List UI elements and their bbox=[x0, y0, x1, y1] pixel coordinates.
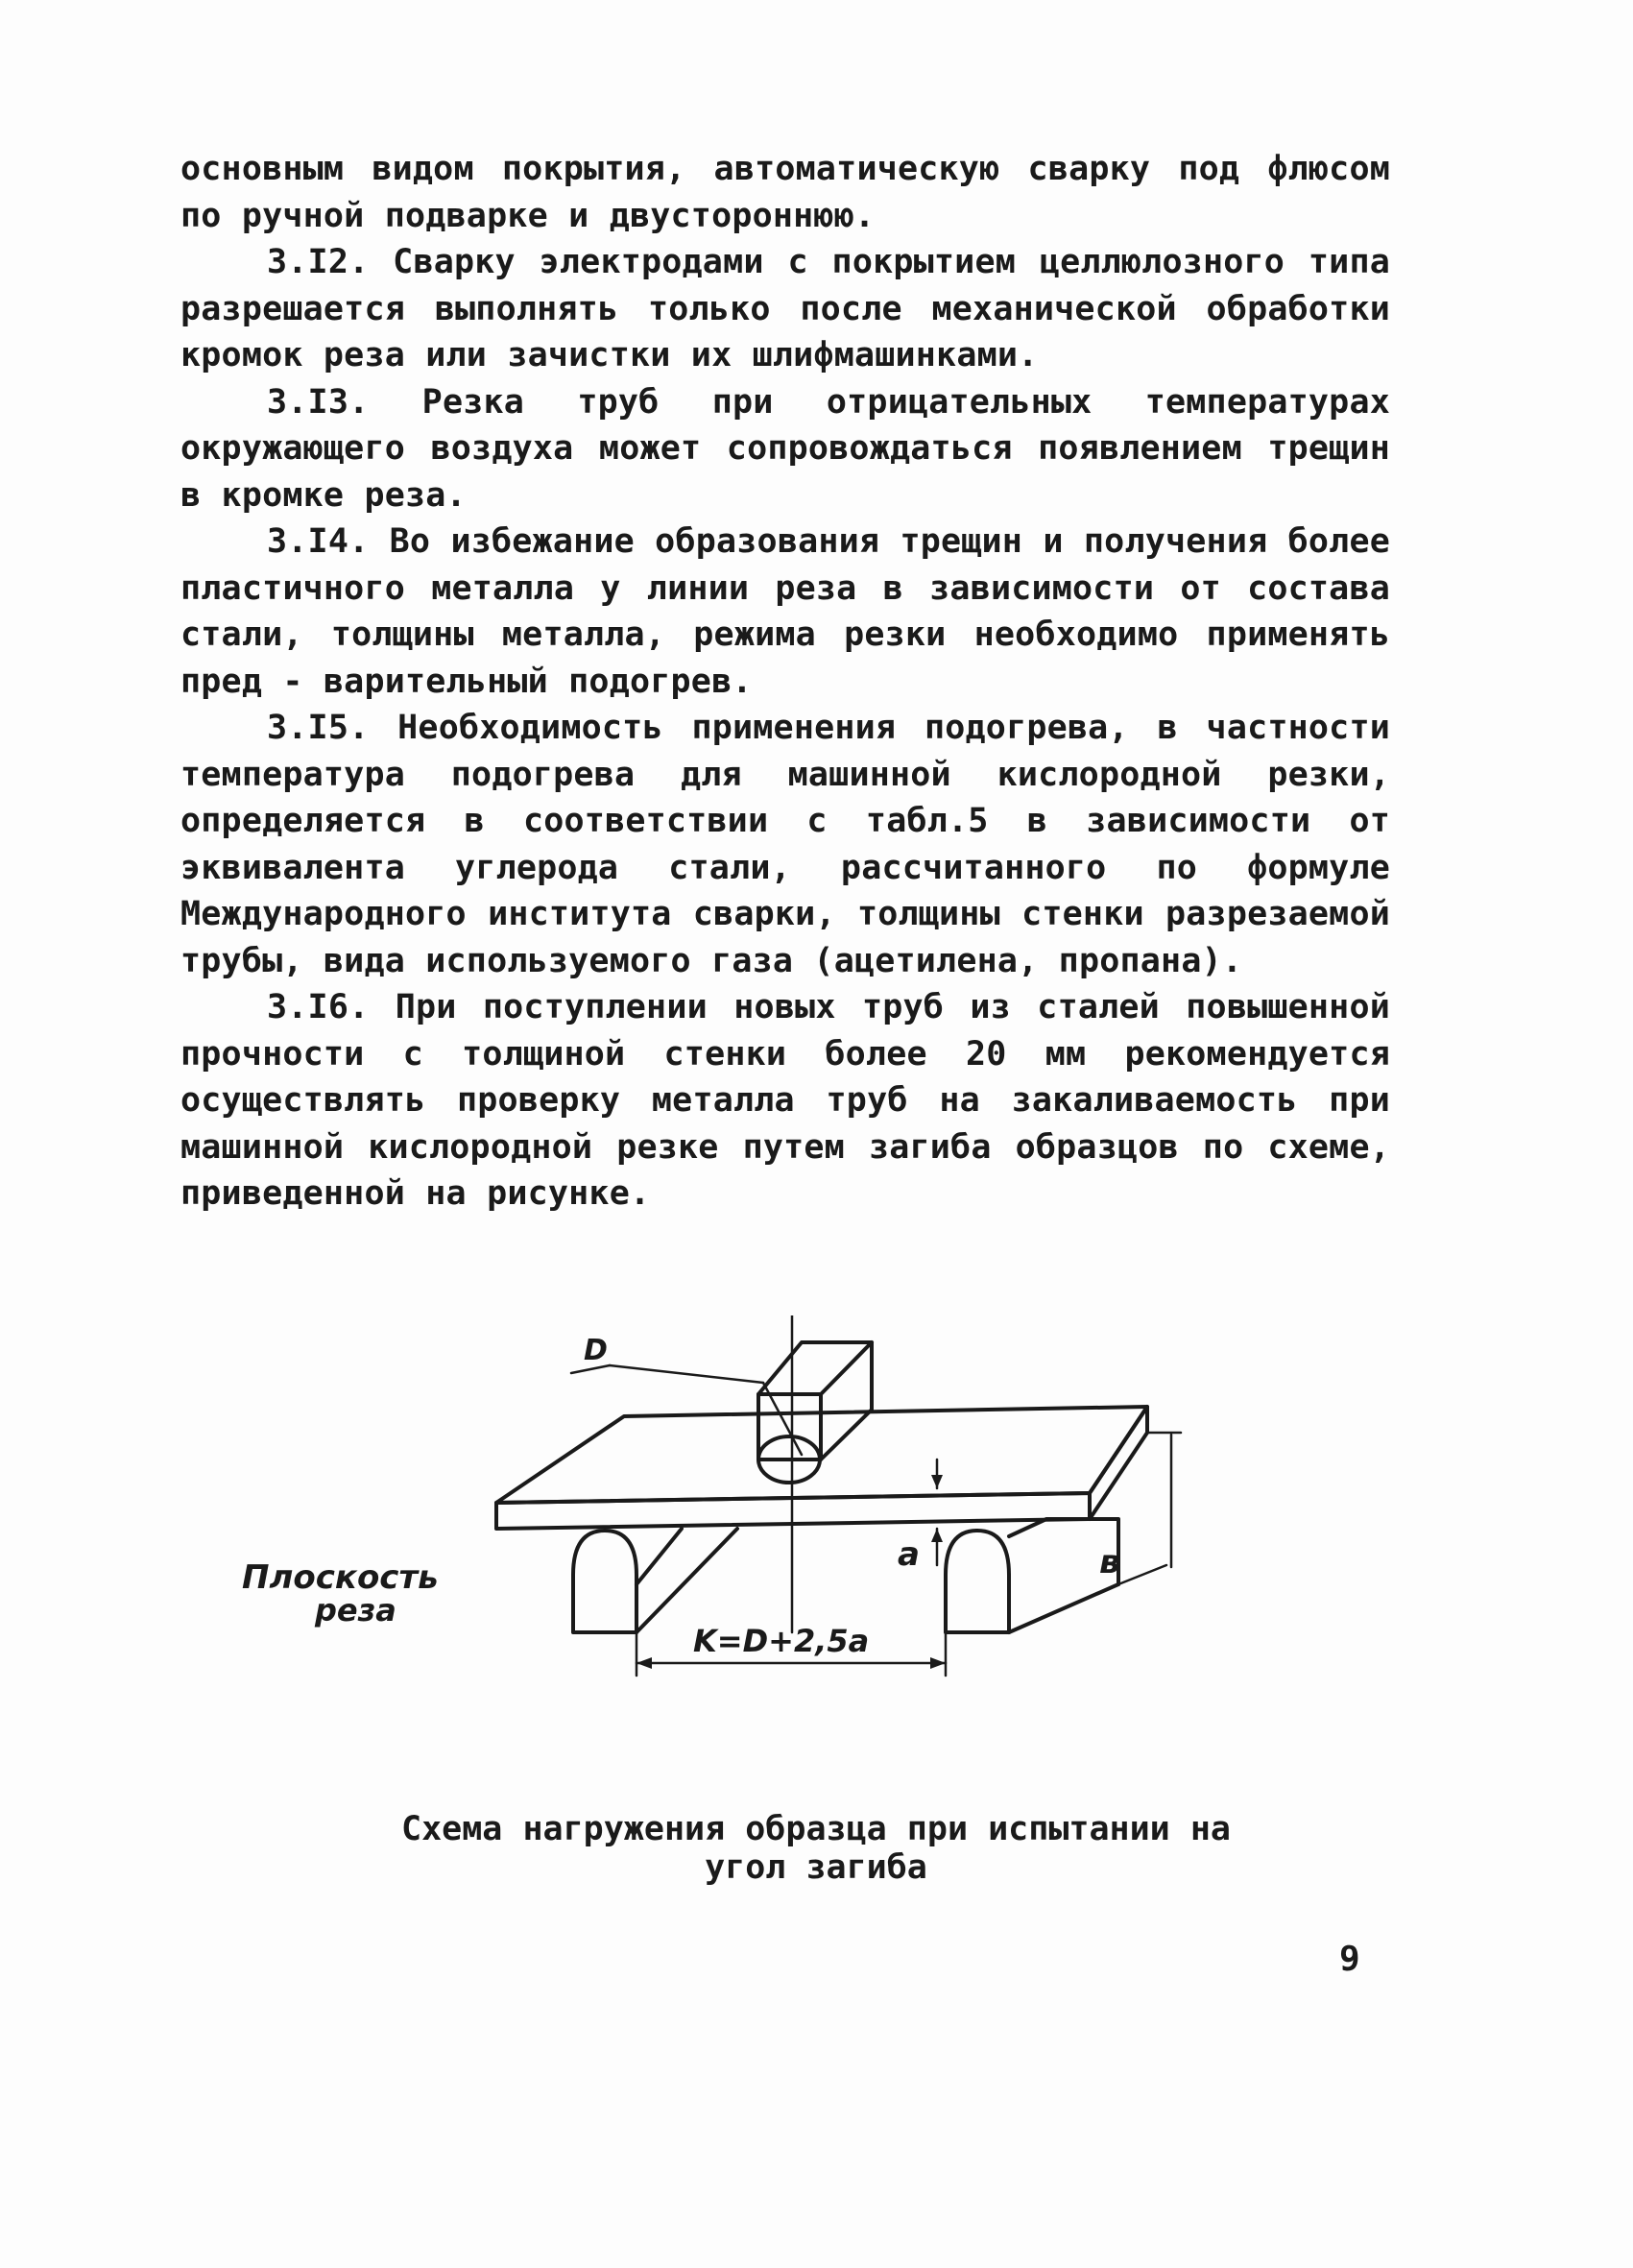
caption-line-2: угол загиба bbox=[705, 1848, 927, 1887]
label-d: D bbox=[584, 1334, 608, 1367]
label-a: a bbox=[898, 1535, 920, 1574]
label-span: K=D+2,5a bbox=[693, 1623, 870, 1659]
right-support bbox=[946, 1531, 1009, 1632]
paragraph-3-16: 3.I6. При поступлении новых труб из сталей повышенной прочности с толщиной стенки более 20 мм рекомендуется осуществлять проверку металла труб на закаливаемость при машинной кислородной резке путем загиба образцов по схеме, приведенной на рисунке. bbox=[180, 988, 1390, 1213]
paragraph-continuation: основным видом покрытия, автоматическую сварку под флюсом по ручной подварке и двустороннюю. bbox=[180, 150, 1390, 235]
paragraph-3-14: 3.I4. Во избежание образования трещин и получения более пластичного металла у линии реза в зависимости от состава стали, толщины металла, режима резки необходимо применять пред - варительный подогрев. bbox=[180, 522, 1390, 701]
caption-line-1: Схема нагружения образца при испытании на bbox=[401, 1810, 1231, 1848]
paragraph-3-13: 3.I3. Резка труб при отрицательных температурах окружающего воздуха может сопровождаться появлением трещин в кромке реза. bbox=[180, 382, 1390, 515]
label-plane-line1: Плоскость bbox=[242, 1558, 439, 1597]
specimen-side-face bbox=[1090, 1407, 1147, 1519]
paragraph-3-15: 3.I5. Необходимость применения подогрева, в частности температура подогрева для машинной кислородной резки, определяется в соответствии с табл.5 в зависимости от эквивалента углерода стали, рассчитанного по формуле Международного института сварки, толщины стенки разрезаемой трубы, вида используемого газа (ацетилена, пропана). bbox=[180, 709, 1390, 980]
bend-test-drawing bbox=[230, 1315, 1190, 1796]
bend-test-diagram bbox=[230, 1315, 1190, 1796]
label-b: в bbox=[1099, 1543, 1120, 1581]
left-support bbox=[573, 1531, 636, 1632]
figure-caption bbox=[192, 1810, 1440, 1887]
label-plane-line2: реза bbox=[315, 1592, 396, 1629]
body-text bbox=[180, 146, 1390, 1218]
page-number: 9 bbox=[1339, 1940, 1360, 1979]
paragraph-3-12: 3.I2. Сварку электродами с покрытием целлюлозного типа разрешается выполнять только после механической обработки кромок реза или зачистки их шлифмашинками. bbox=[180, 243, 1390, 374]
